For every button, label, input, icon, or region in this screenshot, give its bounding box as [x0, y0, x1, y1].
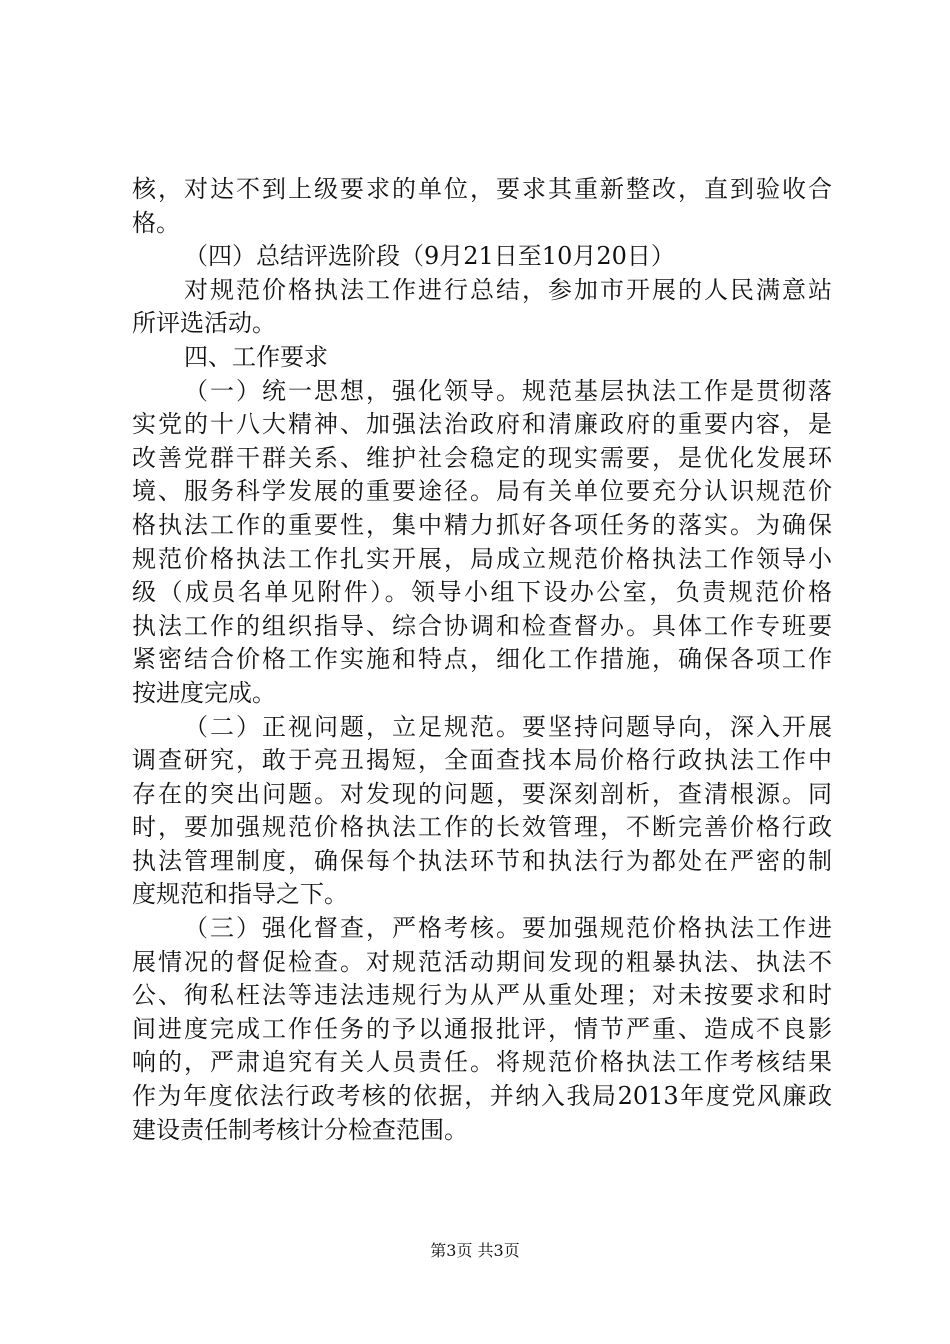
text-line: 按进度完成。 — [132, 678, 276, 707]
text-line: 建设责任制考核计分检查范围。 — [132, 1115, 468, 1144]
text-line: 改善党群干群关系、维护社会稳定的现实需要，是优化发展环 — [132, 443, 832, 472]
text-line: （二）正视问题，立足规范。要坚持问题导向，深入开展 — [184, 712, 832, 741]
text-line: 格执法工作的重要性，集中精力抓好各项任务的落实。为确保 — [132, 510, 832, 539]
text-line: 时，要加强规范价格执法工作的长效管理，不断完善价格行政 — [132, 813, 832, 842]
text-line: 紧密结合价格工作实施和特点，细化工作措施，确保各项工作 — [132, 645, 832, 674]
text-line: 格。 — [132, 208, 180, 237]
text-line: 级（成员名单见附件）。领导小组下设办公室，负责规范价格 — [132, 578, 832, 607]
text-line: 展情况的督促检查。对规范活动期间发现的粗暴执法、执法不 — [132, 947, 832, 976]
text-line: 核，对达不到上级要求的单位，要求其重新整改，直到验收合 — [132, 175, 832, 203]
text-line: 所评选活动。 — [132, 309, 276, 338]
text-line: （三）强化督查，严格考核。要加强规范价格执法工作进 — [184, 914, 832, 943]
text-line: （四）总结评选阶段（9月21日至10月20日） — [184, 242, 675, 271]
text-line: 度规范和指导之下。 — [132, 880, 348, 909]
text-line: 间进度完成工作任务的予以通报批评，情节严重、造成不良影 — [132, 1014, 832, 1043]
text-line: 公、徇私枉法等违法违规行为从严从重处理；对未按要求和时 — [132, 981, 832, 1010]
text-line: 响的，严肃追究有关人员责任。将规范价格执法工作考核结果 — [132, 1048, 832, 1077]
text-line: 作为年度依法行政考核的依据，并纳入我局2013年度党风廉政 — [132, 1082, 832, 1111]
text-line: （一）统一思想，强化领导。规范基层执法工作是贯彻落 — [184, 376, 832, 405]
document-body — [132, 173, 832, 1147]
text-line: 四、工作要求 — [184, 342, 328, 371]
text-line: 执法管理制度，确保每个执法环节和执法行为都处在严密的制 — [132, 846, 832, 875]
text-line: 对规范价格执法工作进行总结，参加市开展的人民满意站 — [184, 275, 832, 304]
text-line: 境、服务科学发展的重要途径。局有关单位要充分认识规范价 — [132, 477, 832, 506]
text-line: 存在的突出问题。对发现的问题，要深刻剖析，查清根源。同 — [132, 779, 832, 808]
page-footer: 第3页 共3页 — [430, 1241, 520, 1260]
text-line: 规范价格执法工作扎实开展，局成立规范价格执法工作领导小 — [132, 544, 832, 573]
text-line: 执法工作的组织指导、综合协调和检查督办。具体工作专班要 — [132, 611, 832, 640]
text-line: 实党的十八大精神、加强法治政府和清廉政府的重要内容，是 — [132, 410, 832, 439]
text-line: 调查研究，敢于亮丑揭短，全面查找本局价格行政执法工作中 — [132, 746, 832, 775]
